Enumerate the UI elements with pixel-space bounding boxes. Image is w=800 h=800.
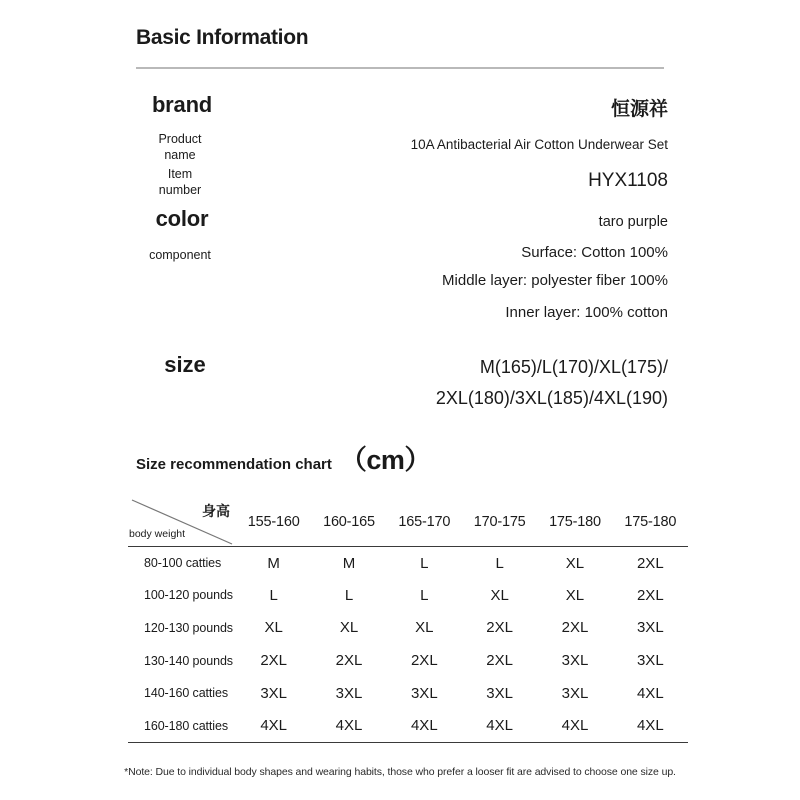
table-header [128, 498, 688, 547]
column-header-6: 175-180 [624, 514, 677, 530]
info-row-item-number [132, 166, 668, 206]
info-row-size [132, 352, 668, 414]
size-value-line2: 2XL(180)/3XL(185)/4XL(190) [435, 387, 668, 408]
brand-label: brand [151, 92, 213, 117]
size-value [436, 352, 668, 414]
cell-r3c2: XL [339, 619, 359, 637]
item-number-label-line2: number [158, 183, 202, 197]
component-label: component [149, 248, 211, 262]
product-name-value: 10A Antibacterial Air Cotton Underwear Set [410, 137, 668, 152]
table-corner-cell [128, 498, 236, 546]
cell-r6c5: 4XL [561, 717, 589, 735]
info-row-color [132, 206, 668, 242]
info-row-component-2 [132, 272, 668, 304]
brand-value: 恒源祥 [610, 99, 668, 120]
row-label-1: 80-100 catties [144, 556, 222, 571]
item-number-label-line1: Item [167, 167, 193, 181]
table-row [128, 579, 688, 612]
cell-r6c3: 4XL [410, 717, 438, 735]
table-row [128, 677, 688, 710]
color-value: taro purple [598, 214, 668, 230]
cell-r6c1: 4XL [260, 717, 288, 735]
color-label: color [155, 206, 209, 231]
size-chart-caption [136, 438, 431, 477]
corner-height-label: 身高 [202, 504, 230, 520]
table-row [128, 644, 688, 677]
cell-r1c5: XL [565, 554, 585, 572]
cell-r5c4: 3XL [486, 684, 513, 702]
cell-r1c1: M [267, 554, 280, 572]
cell-r4c1: 2XL [260, 652, 288, 670]
cell-r2c4: XL [490, 586, 509, 604]
cell-r5c5: 3XL [561, 684, 589, 702]
cell-r5c2: 3XL [335, 684, 363, 702]
size-recommendation-table [128, 498, 688, 743]
cell-r5c3: 3XL [410, 684, 438, 702]
title-divider [136, 67, 664, 69]
cell-r4c6: 3XL [636, 652, 664, 670]
cell-r3c4: 2XL [486, 619, 513, 637]
cell-r1c2: M [342, 554, 356, 572]
item-number-label [132, 166, 228, 198]
row-label-2: 100-120 pounds [144, 588, 233, 603]
cell-r5c6: 4XL [636, 684, 664, 702]
basic-information-list [132, 92, 668, 336]
cell-r1c4: L [495, 554, 504, 572]
cell-r2c1: L [269, 586, 278, 604]
info-row-component-3 [132, 304, 668, 336]
column-header-4: 170-175 [473, 514, 526, 530]
cell-r2c6: 2XL [636, 586, 664, 604]
component-value-inner: Inner layer: 100% cotton [505, 304, 668, 321]
row-label-4: 130-140 pounds [144, 653, 233, 668]
table-row [128, 709, 688, 742]
cell-r4c5: 3XL [561, 652, 589, 670]
cell-r3c6: 3XL [636, 619, 664, 637]
page-title: Basic Information [136, 26, 309, 49]
cell-r2c2: L [344, 586, 354, 604]
cell-r1c6: 2XL [636, 554, 664, 572]
table-body [128, 547, 688, 743]
row-label-3: 120-130 pounds [144, 620, 233, 635]
component-value-surface: Surface: Cotton 100% [521, 244, 668, 261]
cell-r4c4: 2XL [486, 652, 513, 670]
cell-r6c4: 4XL [486, 717, 513, 735]
cell-r4c3: 2XL [410, 652, 438, 670]
cell-r3c3: XL [415, 619, 434, 637]
size-chart-caption-text: Size recommendation chart [136, 456, 332, 473]
column-header-1: 155-160 [247, 514, 300, 530]
table-row [128, 612, 688, 645]
cell-r2c3: L [420, 586, 429, 604]
cell-r5c1: 3XL [260, 684, 288, 702]
row-label-5: 140-160 catties [144, 686, 228, 701]
size-chart-unit: （cm） [339, 445, 431, 475]
product-name-label-line2: name [164, 148, 196, 162]
size-note: *Note: Due to individual body shapes and wearing habits, those who prefer a looser fit are advised to choose one size up. [124, 766, 676, 778]
info-row-component-1 [132, 242, 668, 272]
component-value-middle: Middle layer: polyester fiber 100% [442, 272, 668, 289]
cell-r4c2: 2XL [335, 652, 363, 670]
table-bottom-divider [128, 742, 688, 743]
table-header-row [128, 498, 688, 546]
cell-r2c5: XL [565, 586, 585, 604]
corner-weight-label: body weight [129, 528, 186, 540]
cell-r3c1: XL [264, 619, 283, 637]
size-label: size [164, 352, 206, 377]
column-header-3: 165-170 [398, 514, 451, 530]
row-label-6: 160-180 catties [144, 718, 228, 733]
size-value-line1: M(165)/L(170)/XL(175)/ [479, 357, 668, 377]
cell-r6c6: 4XL [636, 717, 664, 735]
cell-r6c2: 4XL [335, 717, 363, 735]
table-bottom-divider-row [128, 742, 688, 743]
cell-r3c5: 2XL [561, 619, 589, 637]
product-name-label-line1: Product [158, 132, 202, 146]
info-row-product-name [132, 130, 668, 166]
column-header-2: 160-165 [323, 514, 375, 530]
product-name-label [132, 130, 228, 163]
info-row-brand [132, 92, 668, 130]
cell-r1c3: L [420, 554, 429, 572]
item-number-value: HYX1108 [588, 170, 668, 191]
table-row [128, 547, 688, 580]
column-header-5: 175-180 [549, 514, 601, 530]
